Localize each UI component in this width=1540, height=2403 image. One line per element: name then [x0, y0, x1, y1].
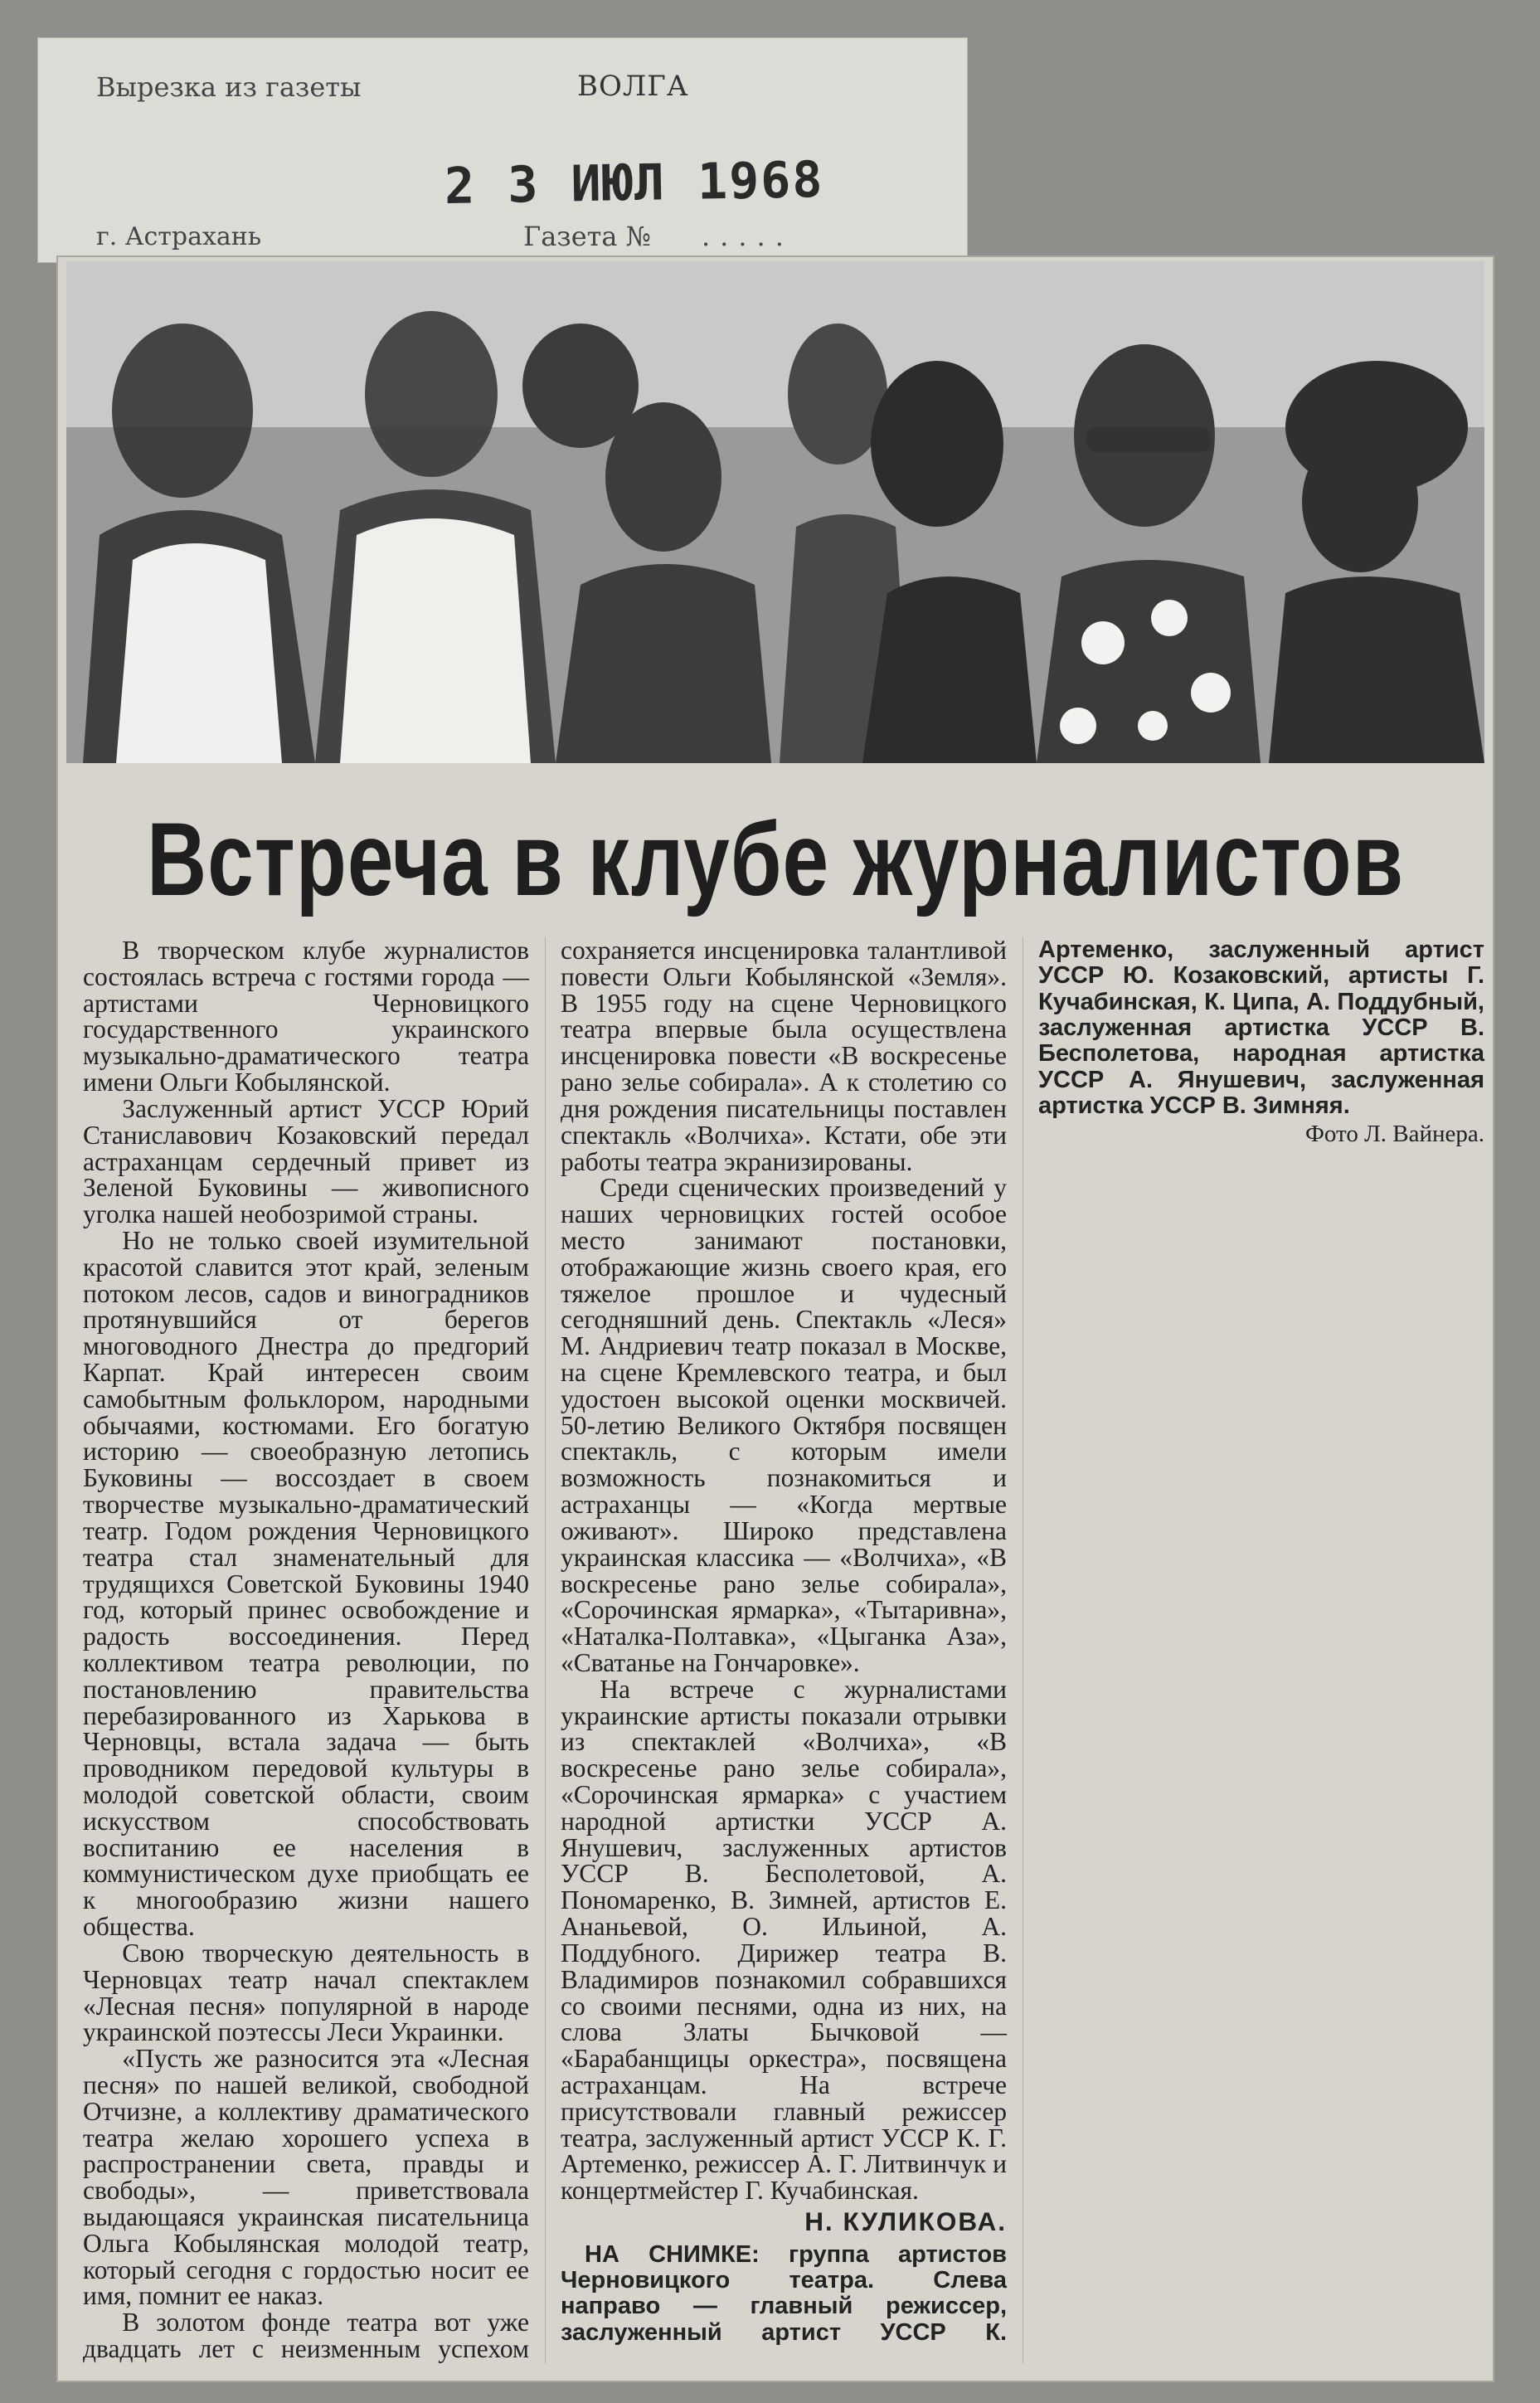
- article-paragraph: Но не только своей изумительной красотой славится этот край, зеленым потоком лесов, садов и виноградников протянувшийся от берегов многоводного Днестра до предгорий Карпат. Край интересен своим самобытным фольклором, народными обычаями, костюмами. Его богатую историю — своеобразную летопись Буковины — воссоздает в своем творчестве музыкально-драматический театр. Годом рождения Черновицкого театра стал знаменательный для трудящихся Советской Буковины 1940 год, который принес освобождение и радость воссоединения. Перед коллективом театра революции, по постановлению правительства перебазированного из Харькова в Черновцы, встала задача — быть проводником передовой культуры в молодой советской области, своим искусством способствовать воспитанию ее населения в коммунистическом духе приобщать ее к многообразию жизни нашего общества.: [83, 1225, 529, 1942]
- date-stamp: 2 3 ИЮЛ 1968: [444, 151, 825, 216]
- article-paragraph: В золотом фонде театра вот уже двадцать лет с неизменным успехом сохраняется инсценировка талантливой повести Ольги Кобылянской «Земля». В 1955 году на сцене Черновицкого театра впервые была осуществлена инсценировка повести «В воскресенье рано зелье собирала». А к столетию со дня рождения писательницы поставлен спектакль «Волчиха». Кстати, обе эти работы театра экранизированы.: [83, 936, 1007, 2364]
- article-paragraph: На встрече с журналистами украинские артисты показали отрывки из спектаклей «Волчиха», «В воскресенье рано зелье собирала», «Сорочинская ярмарка» с участием народной артистки УССР А. Янушевич, заслуженных артистов УССР В. Бесполетовой, А. Пономаренко, В. Зимней, артистов Е. Ананьевой, О. Ильиной, А. Поддубного. Дирижер театра В. Владимиров познакомил собравшихся со своими песнями, одна из них, на слова Златы Бычковой — «Барабанщицы оркестра», посвящена астраханцам. На встрече присутствовали главный режиссер театра, заслуженный артист УССР К. Г. Артеменко, режиссер А. Г. Литвинчук и концертмейстер Г. Кучабинская.: [561, 1674, 1007, 2206]
- article-paragraph: В творческом клубе журналистов состоялась встреча с гостями города — артистами Черновицкого государственного украинского музыкально-драматического театра имени Ольги Кобылянской.: [83, 936, 529, 1097]
- article-paragraph: Свою творческую деятельность в Черновцах театр начал спектаклем «Лесная песня» популярной в народе украинской поэтессы Леси Украинки.: [83, 1938, 529, 2047]
- label-newspaper-name: ВОЛГА: [577, 70, 689, 103]
- article-paragraph: Заслуженный артист УССР Юрий Станиславович Козаковский передал астраханцам сердечный привет из Зеленой Буковины — живописного уголка нашей необозримой страны.: [83, 1093, 529, 1229]
- photo-credit: Фото Л. Вайнера.: [1305, 1121, 1484, 1148]
- photo-illustration: [66, 261, 1484, 763]
- article-author: Н. КУЛИКОВА.: [804, 2206, 1007, 2236]
- article-paragraph: «Пусть же разносится эта «Лесная песня» по нашей великой, свободной Отчизне, а коллективу драматического театра желаю хорошего успеха в распространении света, правды и свободы», — приветствовала выдающаяся украинская писательница Ольга Кобылянская молодой театр, который сегодня с гордостью носит ее имя, помнит ее наказ.: [83, 2044, 529, 2311]
- article-paragraph: Среди сценических произведений у наших черновицких гостей особое место занимают постановки, отображающие жизнь своего края, его тяжелое прошлое и чудесный сегодняшний день. Спектакль «Леся» М. Андриевич театр показал в Москве, на сцене Кремлевского театра, и был удостоен высокой оценки москвичей. 50-летию Великого Октября посвящен спектакль, с которым имели возможность познакомиться и астраханцы — «Когда мертвые оживают». Широко представлена украинская классика — «Волчиха», «В воскресенье рано зелье собирала», «Сорочинская ярмарка», «Тытаривна», «Наталка-Полтавка», «Цыганка Аза», «Сватанье на Гончаровке».: [561, 1173, 1007, 1677]
- photo-caption: НА СНИМКЕ: группа артистов Черновицкого театра. Слева направо — главный режиссер, заслуженный артист УССР К. Артеменко, заслуженный артист УССР Ю. Козаковский, артисты Г. Кучабинская, К. Ципа, А. Поддубный, заслуженная артистка УССР В. Бесполетова, народная артистка УССР А. Янушевич, заслуженная артистка УССР В. Зимняя.: [561, 936, 1484, 2346]
- newspaper-clipping: [58, 257, 1493, 2381]
- article-body: [83, 937, 1484, 2364]
- label-number-dots: .....: [702, 221, 794, 252]
- label-from: Вырезка из газеты: [96, 71, 362, 103]
- article-headline: Встреча в клубе журналистов: [146, 801, 1405, 918]
- label-city: г. Астрахань: [96, 222, 262, 251]
- label-gazeta-number: Газета №: [523, 221, 651, 252]
- group-photo: [66, 261, 1484, 763]
- clipping-label: [37, 37, 968, 263]
